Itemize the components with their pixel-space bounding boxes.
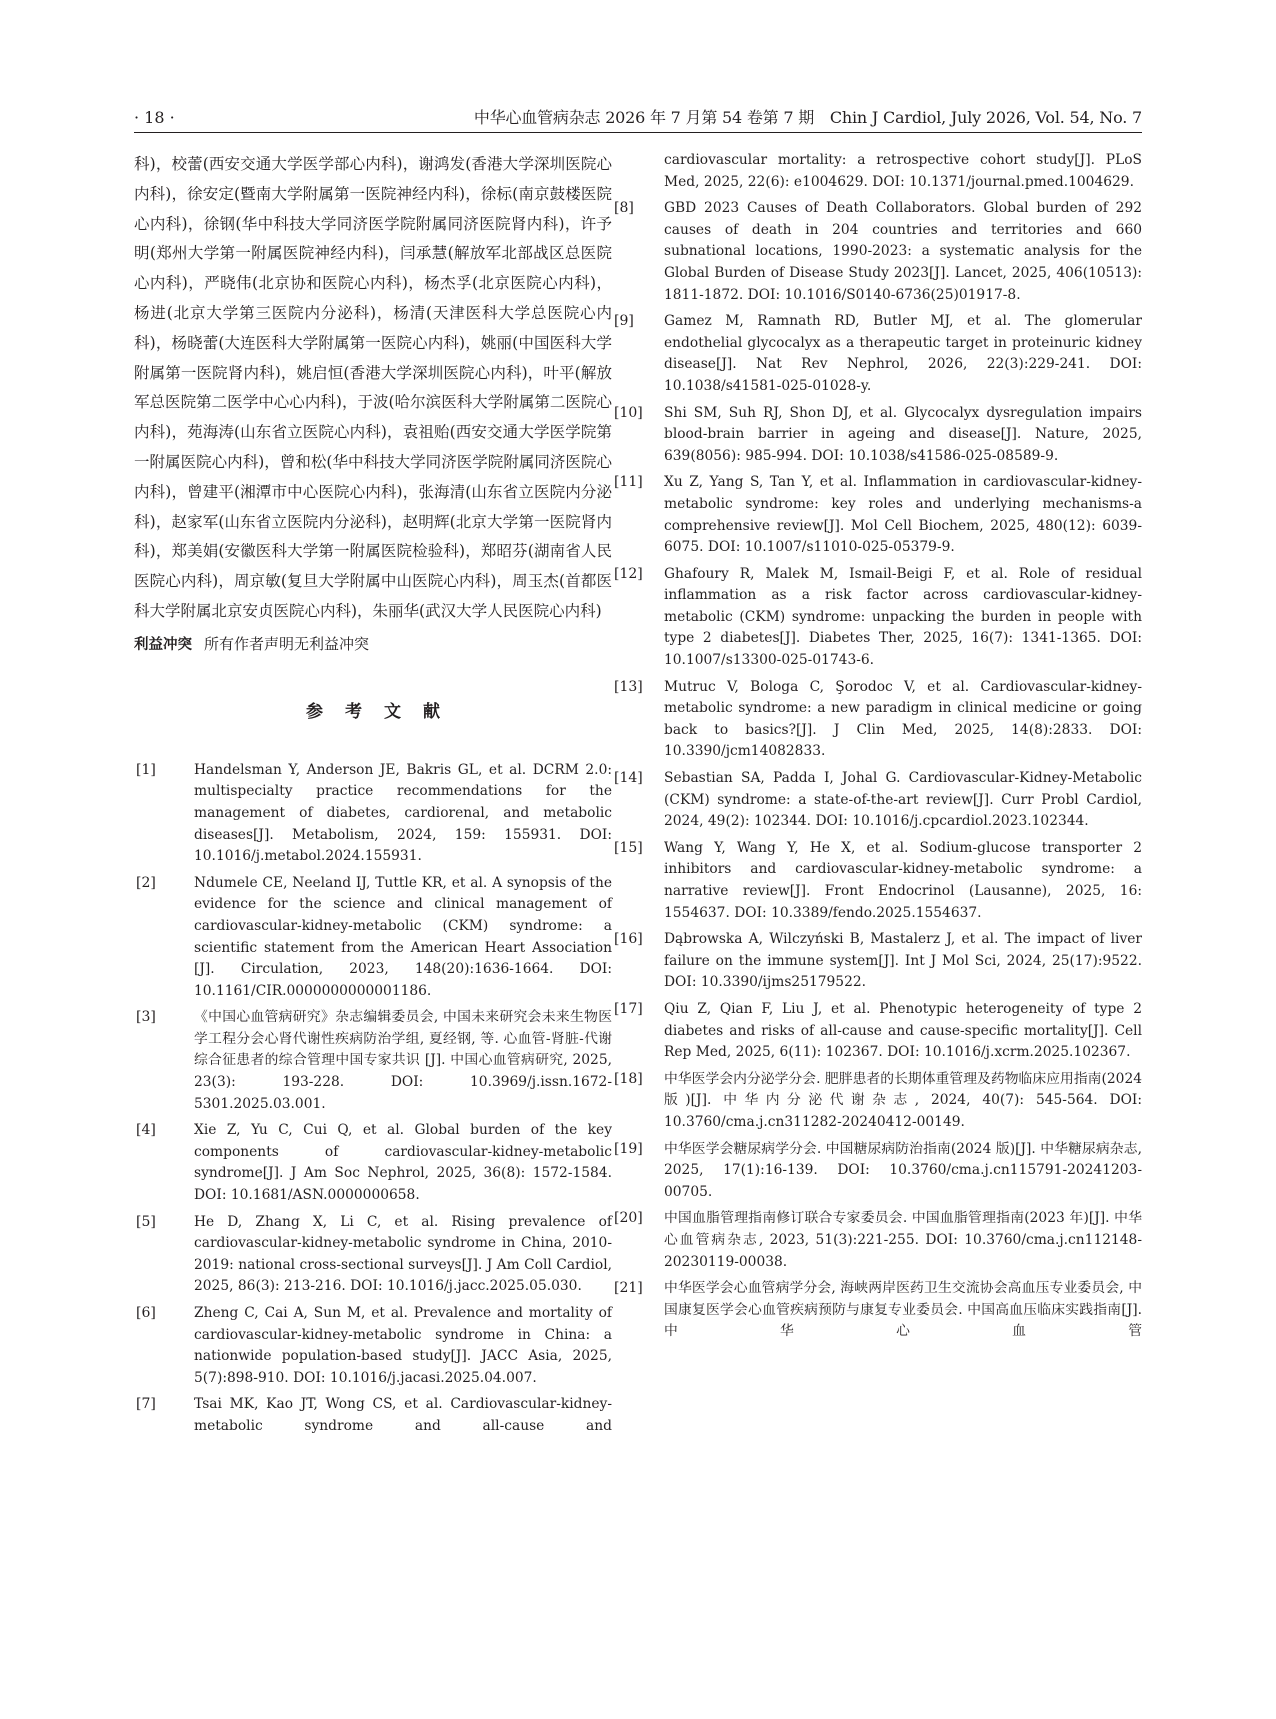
reference-text: Ghafoury R, Malek M, Ismail-Beigi F, et al. Role of residual inflammation as a risk factor across cardiovascular-kidney-metabolic (CKM) syndrome: unpacking the burden in people with type 2 diabetes[J]. Diabetes Ther, 2025, 16(7): 1341-1365. DOI: 10.1007/s13300-025-01743-6. (664, 565, 1142, 669)
journal-running-title: 中华心血管病杂志 2026 年 7 月第 54 卷第 7 期 Chin J Cardiol, July 2026, Vol. 54, No. 7 (473, 108, 1142, 127)
reference-item (614, 677, 1142, 763)
reference-text: 中华医学会内分泌学分会. 肥胖患者的长期体重管理及药物临床应用指南(2024 版)[J]. 中华内分泌代谢杂志, 2024, 40(7): 545-564. DOI: 10.3760/cma.j.cn311282-20240412-00149. (664, 1070, 1142, 1130)
reference-text: Mutruc V, Bologa C, Şorodoc V, et al. Cardiovascular-kidney-metabolic syndrome: a new paradigm in clinical medicine or going back to basics?[J]. J Clin Med, 2025, 14(8):2833. DOI: 10.3390/jcm14082833. (664, 678, 1142, 760)
reference-text: Wang Y, Wang Y, He X, et al. Sodium-glucose transporter 2 inhibitors and cardiovascular-kidney-metabolic syndrome: a narrative review[J]. Front Endocrinol (Lausanne), 2025, 16: 1554637. DOI: 10.3389/fendo.2025.1554637. (664, 839, 1142, 921)
reference-text: Xie Z, Yu C, Cui Q, et al. Global burden of the key components of cardiovascular-kidney-metabolic syndrome[J]. J Am Soc Nephrol, 2025, 36(8): 1572-1584. DOI: 10.1681/ASN.0000000658. (194, 1122, 612, 1204)
reference-item (134, 760, 612, 868)
reference-text: 中华医学会糖尿病学分会. 中国糖尿病防治指南(2024 版)[J]. 中华糖尿病杂志, 2025, 17(1):16-139. DOI: 10.3760/cma.j.cn115791-20241203-00705. (664, 1140, 1142, 1200)
reference-number: [2] (136, 874, 156, 891)
reference-number: [10] (614, 404, 643, 421)
reference-item (614, 1278, 1142, 1343)
reference-number: [21] (614, 1280, 643, 1297)
reference-number: [20] (614, 1210, 643, 1227)
reference-number: [3] (136, 1009, 156, 1026)
reference-text: Zheng C, Cai A, Sun M, et al. Prevalence and mortality of cardiovascular-kidney-metabolic syndrome in China: a nationwide population-based study[J]. JACC Asia, 2025, 5(7):898-910. DOI: 10.1016/j.jacasi.2025.04.007. (194, 1305, 612, 1386)
coi-label: 利益冲突 (134, 636, 192, 653)
reference-number: [7] (136, 1396, 156, 1413)
header-rule (134, 132, 1142, 133)
reference-number: [5] (136, 1213, 156, 1230)
conflict-of-interest (134, 629, 612, 660)
page-number: · 18 · (134, 108, 175, 127)
right-column (614, 150, 1142, 1348)
reference-number: [17] (614, 1000, 643, 1017)
reference-text: Dąbrowska A, Wilczyński B, Mastalerz J, et al. The impact of liver failure on the immune system[J]. Int J Mol Sci, 2024, 25(17):9522. DOI: 10.3390/ijms25179522. (664, 931, 1142, 991)
reference-item (614, 311, 1142, 397)
reference-number: [12] (614, 565, 643, 582)
reference-text: 中国血脂管理指南修订联合专家委员会. 中国血脂管理指南(2023 年)[J]. 中华心血管病杂志, 2023, 51(3):221-255. DOI: 10.3760/cma.j.cn112148-20230119-00038. (664, 1210, 1142, 1270)
reference-text: 中华医学会心血管病学分会, 海峡两岸医药卫生交流协会高血压专业委员会, 中国康复医学会心血管疾病预防与康复专业委员会. 中国高血压临床实践指南[J]. 中华心血管 (664, 1280, 1142, 1340)
reference-item (134, 1007, 612, 1115)
reference-item (614, 999, 1142, 1064)
reference-list-right (614, 150, 1142, 1343)
reference-text: 《中国心血管病研究》杂志编辑委员会, 中国未来研究会未来生物医学工程分会心肾代谢性疾病防治学组, 夏经钢, 等. 心血管-肾脏-代谢综合征患者的综合管理中国专家共识 [J]. 中国心血管病研究, 2025, 23(3): 193-228. DOI: 10.3969/j.issn.1672-5301.2025.03.001. (194, 1009, 612, 1112)
reference-number: [14] (614, 770, 643, 787)
reference-text: GBD 2023 Causes of Death Collaborators. Global burden of 292 causes of death in 204 countries and territories and 660 subnational locations, 1990-2023: a systematic analysis for the Global Burden of Disease Study 2023[J]. Lancet, 2025, 406(10513): 1811-1872. DOI: 10.1016/S0140-6736(25)01917-8. (664, 200, 1142, 303)
reference-text: Ndumele CE, Neeland IJ, Tuttle KR, et al. A synopsis of the evidence for the science and clinical management of cardiovascular-kidney-metabolic (CKM) syndrome: a scientific statement from the American Heart Association [J]. Circulation, 2023, 148(20):1636-1664. DOI: 10.1161/CIR.0000000000001186. (194, 874, 612, 999)
reference-number: [13] (614, 678, 643, 695)
reference-number: [18] (614, 1070, 643, 1087)
reference-number: [16] (614, 931, 643, 948)
reference-text: Shi SM, Suh RJ, Shon DJ, et al. Glycocalyx dysregulation impairs blood-brain barrier in ageing and disease[J]. Nature, 2025, 639(8056): 985-994. DOI: 10.1038/s41586-025-08589-9. (664, 404, 1142, 464)
reference-text: He D, Zhang X, Li C, et al. Rising prevalence of cardiovascular-kidney-metabolic syndrome in China, 2010-2019: national cross-sectional surveys[J]. J Am Coll Cardiol, 2025, 86(3): 213-216. DOI: 10.1016/j.jacc.2025.05.030. (194, 1213, 612, 1295)
reference-text: Xu Z, Yang S, Tan Y, et al. Inflammation in cardiovascular-kidney-metabolic syndrome: key roles and underlying mechanisms-a comprehensive review[J]. Mol Cell Biochem, 2025, 480(12): 6039-6075. DOI: 10.1007/s11010-025-05379-9. (664, 474, 1142, 556)
reference-number: [15] (614, 839, 643, 856)
reference-number: [11] (614, 474, 643, 491)
reference-item (134, 1303, 612, 1389)
reference-number: [4] (136, 1122, 156, 1139)
reference-item (134, 1120, 612, 1206)
reference-number: [6] (136, 1305, 156, 1321)
reference-item (614, 1139, 1142, 1204)
reference-item (614, 472, 1142, 558)
author-affiliations: 科)，校蕾(西安交通大学医学部心内科)，谢鸿发(香港大学深圳医院心内科)，徐安定(暨南大学附属第一医院神经内科)，徐标(南京鼓楼医院心内科)，徐钢(华中科技大学同济医学院附属同济医院肾内科)，许予明(郑州大学第一附属医院神经内科)，闫承慧(解放军北部战区总医院心内科)，严晓伟(北京协和医院心内科)，杨杰孚(北京医院心内科)，杨进(北京大学第三医院内分泌科)，杨清(天津医科大学总医院心内科)，杨晓蕾(大连医科大学附属第一医院心内科)，姚丽(中国医科大学附属第一医院肾内科)，姚启恒(香港大学深圳医院心内科)，叶平(解放军总医院第二医学中心心内科)，于波(哈尔滨医科大学附属第二医院心内科)，苑海涛(山东省立医院心内科)，袁祖贻(西安交通大学医学院第一附属医院心内科)，曾和松(华中科技大学同济医学院附属同济医院心内科)，曾建平(湘潭市中心医院心内科)，张海清(山东省立医院内分泌科)，赵家军(山东省立医院内分泌科)，赵明辉(北京大学第一医院肾内科)，郑美娟(安徽医科大学第一附属医院检验科)，郑昭芬(湖南省人民医院心内科)，周京敏(复旦大学附属中山医院心内科)，周玉杰(首都医科大学附属北京安贞医院心内科)，朱丽华(武汉大学人民医院心内科) (134, 155, 612, 620)
reference-item (614, 1208, 1142, 1273)
reference-item (614, 403, 1142, 468)
reference-list-left (134, 760, 612, 1438)
reference-text: Tsai MK, Kao JT, Wong CS, et al. Cardiovascular-kidney-metabolic syndrome and all-cause and (194, 1396, 612, 1434)
reference-item (614, 564, 1142, 672)
reference-item (614, 838, 1142, 924)
reference-item (614, 198, 1142, 306)
reference-number: [9] (614, 313, 634, 330)
reference-text: cardiovascular mortality: a retrospective cohort study[J]. PLoS Med, 2025, 22(6): e1004629. DOI: 10.1371/journal.pmed.1004629. (664, 152, 1142, 190)
left-column (134, 150, 612, 1443)
reference-item (614, 1069, 1142, 1134)
reference-text: Sebastian SA, Padda I, Johal G. Cardiovascular-Kidney-Metabolic (CKM) syndrome: a state-of-the-art review[J]. Curr Probl Cardiol, 2024, 49(2): 102344. DOI: 10.1016/j.cpcardiol.2023.102344. (664, 770, 1142, 830)
reference-number: [1] (136, 761, 156, 778)
reference-text: Gamez M, Ramnath RD, Butler MJ, et al. The glomerular endothelial glycocalyx as a therapeutic target in proteinuric kidney disease[J]. Nat Rev Nephrol, 2026, 22(3):229-241. DOI: 10.1038/s41581-025-01028-y. (664, 313, 1142, 394)
reference-item (134, 1394, 612, 1437)
reference-text: Handelsman Y, Anderson JE, Bakris GL, et al. DCRM 2.0: multispecialty practice recommendations for the management of diabetes, cardiorenal, and metabolic diseases[J]. Metabolism, 2024, 159: 155931. DOI: 10.1016/j.metabol.2024.155931. (194, 761, 612, 865)
reference-item (614, 929, 1142, 994)
reference-number: [19] (614, 1140, 643, 1157)
reference-item (614, 768, 1142, 833)
reference-item-continued (664, 150, 1142, 193)
reference-item (134, 873, 612, 1003)
reference-number: [8] (614, 200, 634, 217)
coi-text: 所有作者声明无利益冲突 (204, 634, 370, 653)
reference-text: Qiu Z, Qian F, Liu J, et al. Phenotypic heterogeneity of type 2 diabetes and risks of all-cause and cause-specific mortality[J]. Cell Rep Med, 2025, 6(11): 102367. DOI: 10.1016/j.xcrm.2025.102367. (664, 1000, 1142, 1061)
references-heading: 参考文献 (306, 701, 462, 722)
page-header (134, 106, 1142, 130)
reference-item (134, 1212, 612, 1298)
